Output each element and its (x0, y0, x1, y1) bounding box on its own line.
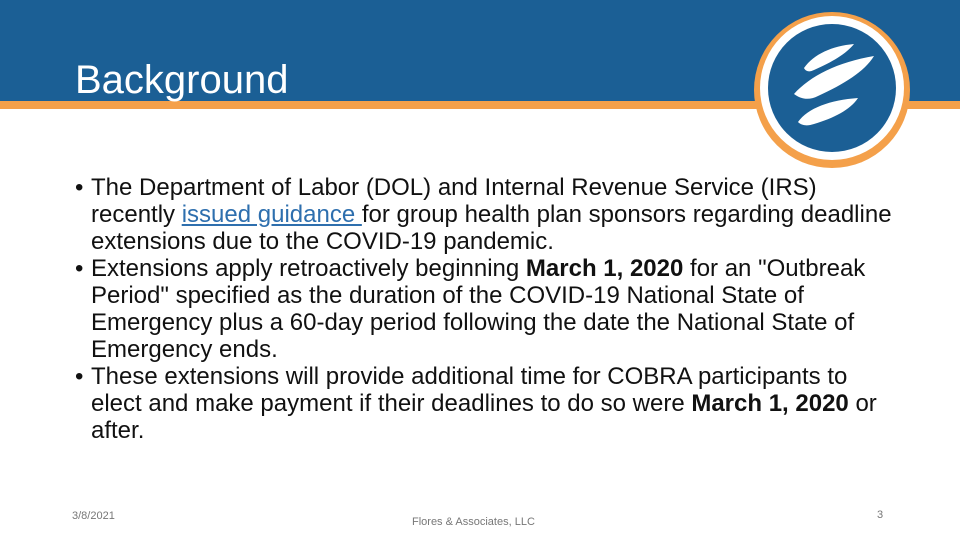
flame-logo-icon (752, 10, 912, 170)
bullet-text: or after. (91, 390, 877, 444)
bullet-list (75, 174, 895, 444)
bullet-text: These extensions will provide additional time for COBRA participants to elect and make payment if their deadlines to do so were (91, 363, 848, 417)
footer-company: Flores & Associates, LLC (412, 516, 535, 528)
footer-date: 3/8/2021 (72, 510, 115, 522)
bold-date: March 1, 2020 (525, 255, 684, 282)
slide-title: Background (75, 58, 289, 102)
page-number: 3 (877, 509, 884, 521)
bullet-marker: • (75, 174, 84, 201)
bullet-item (75, 255, 895, 363)
bullet-item (75, 174, 895, 255)
bullet-marker: • (75, 363, 84, 390)
bullet-text: Extensions apply retroactively beginning (91, 255, 526, 282)
bullet-text: The Department of Labor (DOL) and Internal Revenue Service (IRS) recently (91, 174, 817, 228)
bullet-text: for group health plan sponsors regarding deadline extensions due to the COVID-19 pandemic. (91, 201, 892, 255)
bold-date: March 1, 2020 (691, 390, 849, 417)
bullet-item (75, 363, 895, 444)
issued-guidance-link[interactable]: issued guidance (181, 201, 362, 228)
bullet-text: for an "Outbreak Period" specified as the duration of the COVID-19 National State of Emergency plus a 60-day period following the date the National State of Emergency ends. (91, 255, 866, 363)
bullet-marker: • (75, 255, 84, 282)
